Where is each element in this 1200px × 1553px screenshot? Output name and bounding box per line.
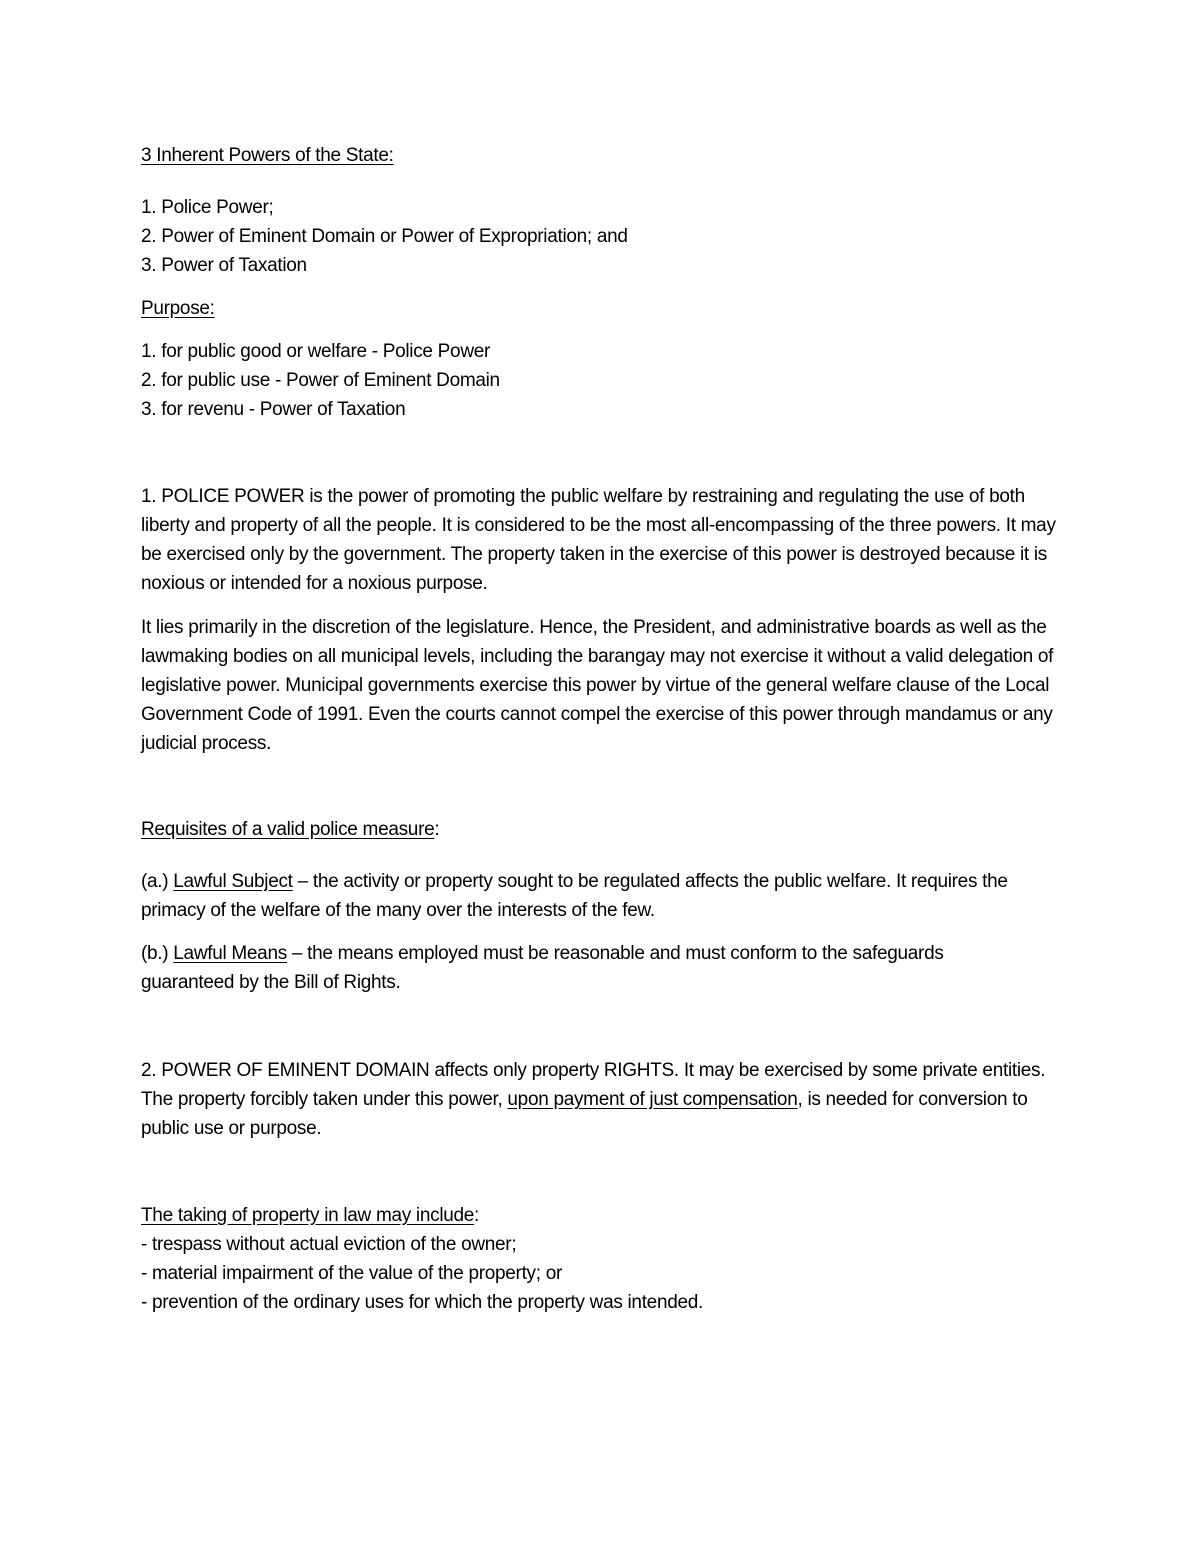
purpose-item: 2. for public use - Power of Eminent Domain [141,370,500,391]
taking-item: - prevention of the ordinary uses for which the property was intended. [141,1292,703,1313]
power-item: 2. Power of Eminent Domain or Power of Expropriation; and [141,226,628,247]
requisites-heading-text: Requisites of a valid police measure [141,819,435,840]
police-power-paragraph-1 [141,482,1066,598]
power-item: 1. Police Power; [141,197,274,218]
powers-heading [141,141,394,170]
power-item: 3. Power of Taxation [141,255,307,276]
powers-heading-text: 3 Inherent Powers of the State: [141,145,394,166]
police-power-text-1: 1. POLICE POWER is the power of promoting the public welfare by restraining and regulating the use of both liberty and property of all the people. It is considered to be the most all-encompassing of the three powers. It may be exercised only by the government. The property taken in the exercise of this power is destroyed because it is noxious or intended for a noxious purpose. [141,486,1056,594]
taking-heading [141,1201,479,1230]
requisite-a-text: – the activity or property sought to be regulated affects the public welfare. It requires the primacy of the welfare of the many over the interests of the few. [141,871,1008,921]
requisite-b-text: – the means employed must be reasonable and must conform to the safeguards guaranteed by the Bill of Rights. [141,943,944,993]
requisite-b [141,939,1041,997]
purpose-heading [141,294,215,323]
taking-item: - trespass without actual eviction of the owner; [141,1234,517,1255]
purpose-item: 3. for revenu - Power of Taxation [141,399,406,420]
requisite-a [141,867,1021,925]
requisite-b-term: Lawful Means [173,943,287,964]
eminent-domain-text-2: , is needed for conversion to public use or purpose. [141,1089,1028,1139]
taking-list [141,1230,703,1317]
eminent-domain-text-1: 2. POWER OF EMINENT DOMAIN affects only property RIGHTS. It may be exercised by some private entities. The property forcibly taken under this power, [141,1060,1046,1110]
taking-heading-text: The taking of property in law may include [141,1205,475,1226]
purpose-item: 1. for public good or welfare - Police Power [141,341,491,362]
eminent-domain-underlined: upon payment of just compensation [507,1089,798,1110]
police-power-paragraph-2 [141,613,1066,758]
requisites-heading [141,815,439,844]
taking-heading-colon: : [474,1205,480,1226]
purpose-heading-text: Purpose: [141,298,215,319]
eminent-domain-paragraph [141,1056,1066,1143]
requisites-heading-colon: : [434,819,440,840]
taking-item: - material impairment of the value of the property; or [141,1263,562,1284]
police-power-text-2: It lies primarily in the discretion of the legislature. Hence, the President, and administrative boards as well as the lawmaking bodies on all municipal levels, including the barangay may not exercise it without a valid delegation of legislative power. Municipal governments exercise this power by virtue of the general welfare clause of the Local Government Code of 1991. Even the courts cannot compel the exercise of this power through mandamus or any judicial process. [141,617,1054,754]
purposes-list [141,337,500,424]
powers-list [141,193,628,280]
requisite-b-prefix: (b.) [141,943,174,964]
requisite-a-term: Lawful Subject [173,871,293,892]
requisite-a-prefix: (a.) [141,871,174,892]
